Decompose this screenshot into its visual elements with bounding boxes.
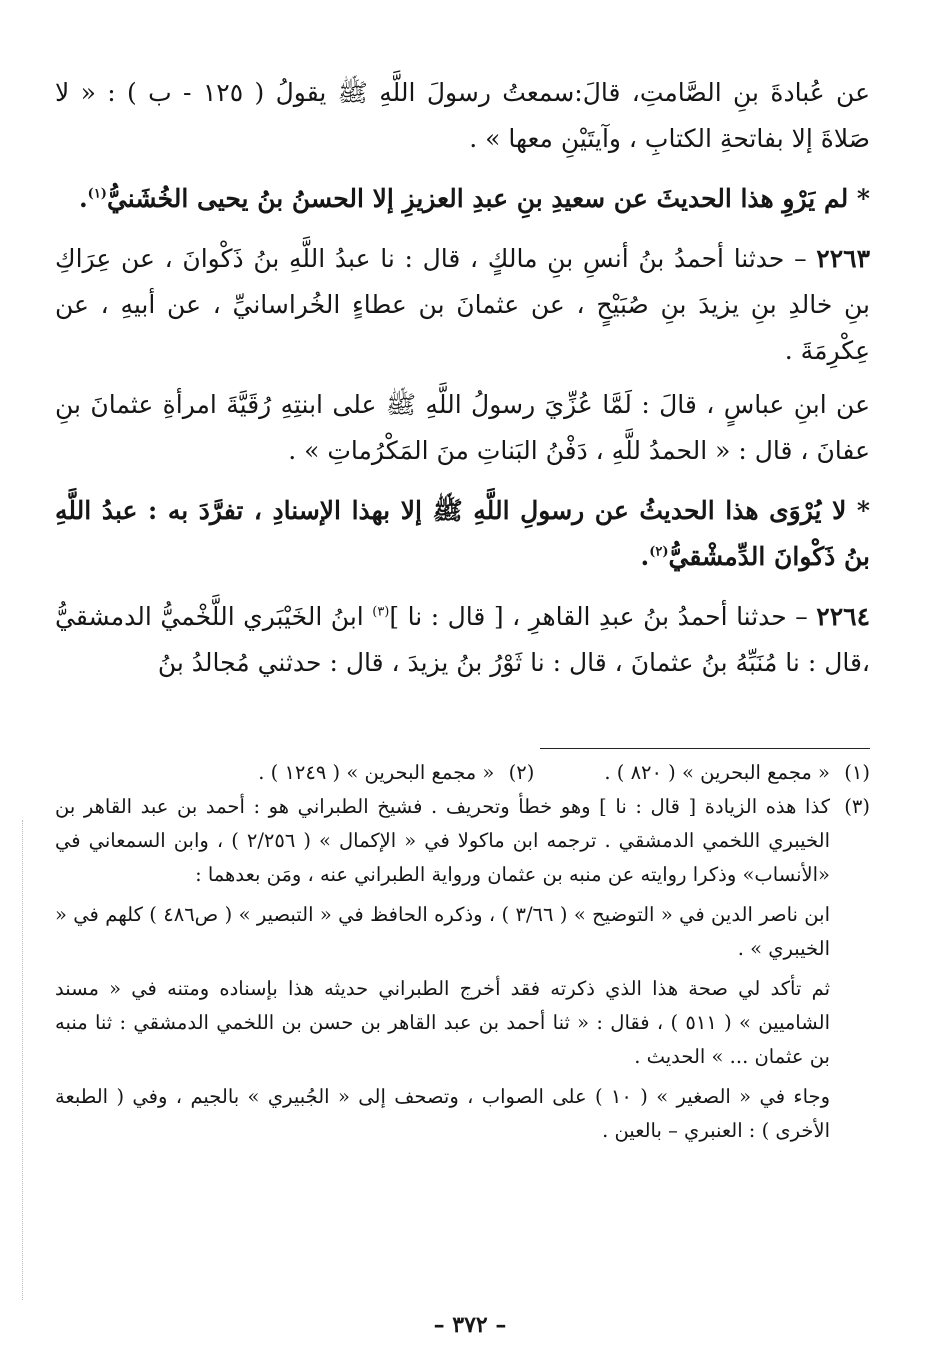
page-edge-mark (22, 820, 23, 1300)
footnote-1-label: (١) (844, 761, 870, 784)
commentary-1: * لم يَرْوِ هذا الحديثَ عن سعيدِ بنِ عبدِ العزيزِ إلا الحسنُ بنُ يحيى الخُشَنيُّ$^{(١)}$. (78, 184, 870, 213)
footnote-1 (604, 756, 870, 790)
footnote-divider (540, 748, 870, 749)
hadith-2264 (55, 594, 870, 686)
hadith-2263 (55, 236, 870, 374)
footnote-2-text: « مجمع البحرين » ( ١٢٤٩ ) . (258, 761, 495, 784)
hadith-text-1: عن عُبادةَ بنِ الصَّامتِ، قالَ:سمعتُ رسولَ اللَّهِ ﷺ يقولُ ( ١٢٥ - ب ) : « لا صَلاةَ إلا بفاتحةِ الكتابِ ، وآيتَيْنِ معها » . (55, 78, 870, 153)
main-text (55, 70, 870, 700)
footnotes (55, 756, 870, 1148)
hadith-2263-isnad: – حدثنا أحمدُ بنُ أنسِ بنِ مالكٍ ، قال : نا عبدُ اللَّهِ بنُ ذَكْوانَ ، عن عِرَاكِ بنِ خالدِ بنِ يزيدَ بنِ صُبَيْحٍ ، عن عثمانَ بن عطاءٍ الخُراسانيِّ ، عن أبيهِ ، عن عِكْرِمَةَ . (55, 244, 870, 365)
commentary-2: * لا يُرْوَى هذا الحديثُ عن رسولِ اللَّهِ ﷺ إلا بهذا الإسنادِ ، تفرَّدَ به : عبدُ اللَّهِ بنُ ذَكْوانَ الدِّمشْقيُّ$^{(٢)}$. (55, 496, 870, 571)
footnote-ref-2: (٢) (649, 544, 669, 560)
footnote-ref-1: (١) (87, 186, 107, 202)
hadith-number-2263: ٢٢٦٣ (816, 244, 870, 273)
footnotes-1-2 (55, 756, 870, 790)
page-number: – ٣٧٢ – (433, 1312, 507, 1338)
footnote-3-text-c: ثم تأكد لي صحة هذا الذي ذكرته فقد أخرج الطبراني حديثه هذا بإسناده ومتنه في « مسند الشاميين » ( ٥١١ ) ، فقال : « ثنا أحمد بن عبد القاهر بن حسن بن اللخمي الدمشقي : ثنا منبه بن عثمان ... » الحديث . (55, 977, 831, 1068)
footnote-3 (55, 790, 870, 892)
footnote-ref-3: (٣) (372, 604, 390, 620)
hadith-text-2: عن ابنِ عباسٍ ، قالَ : لَمَّا عُزِّيَ رسولُ اللَّهِ ﷺ على ابنتِهِ رُقَيَّةَ امرأةِ عثمانَ بنِ عفانَ ، قال : « الحمدُ للَّهِ ، دَفْنُ البَناتِ منَ المَكْرُماتِ » . (55, 390, 870, 465)
commentary-2-text: * لا يُرْوَى هذا الحديثُ عن رسولِ اللَّهِ ﷺ إلا بهذا الإسنادِ ، تفرَّدَ به : عبدُ اللَّهِ بنُ ذَكْوانَ الدِّمشْقيُّ (55, 496, 870, 571)
commentary-1-text: * لم يَرْوِ هذا الحديثَ عن سعيدِ بنِ عبدِ العزيزِ إلا الحسنُ بنُ يحيى الخُشَنيُّ (106, 184, 870, 213)
footnote-3-text-a: كذا هذه الزيادة [ قال : نا ] وهو خطأ وتحريف . فشيخ الطبراني هو : أحمد بن عبد القاهر بن الخيبري اللخمي الدمشقي . ترجمه ابن ماكولا في « الإكمال » ( ٢/٢٥٦ ) ، وابن السمعاني في «الأنساب» وذكرا روايته عن منبه بن عثمان ورواية الطبراني عنه ، ومَن بعدهما : (55, 795, 830, 886)
footnote-2-label: (٢) (508, 761, 535, 784)
footnote-3-label: (٣) (844, 795, 870, 818)
footnote-3-text-b: ابن ناصر الدين في « التوضيح » ( ٣/٦٦ ) ، وذكره الحافظ في « التبصير » ( ص٤٨٦ ) كلهم في « الخيبري » . (55, 903, 830, 960)
footnote-2 (258, 756, 534, 790)
footnote-1-text: « مجمع البحرين » ( ٨٢٠ ) . (604, 761, 830, 784)
hadith-2264-isnad-b: ابنُ الخَيْبَري اللَّخْميُّ الدمشقيُّ ،قال : نا مُنَبِّهُ بنُ عثمانَ ، قال : نا ثَوْرُ بنُ يزيدَ ، قال : حدثني مُجالدُ بنُ (55, 602, 870, 677)
hadith-number-2264: ٢٢٦٤ (816, 602, 870, 631)
hadith-2264-isnad-a: – حدثنا أحمدُ بنُ عبدِ القاهرِ ، [ قال : نا ] (389, 602, 817, 631)
footnote-3-text-d: وجاء في « الصغير » ( ١٠ ) على الصواب ، وتصحف إلى « الجُبيري » بالجيم ، وفي ( الطبعة الأخرى ) : العنبري – بالعين . (55, 1085, 830, 1142)
